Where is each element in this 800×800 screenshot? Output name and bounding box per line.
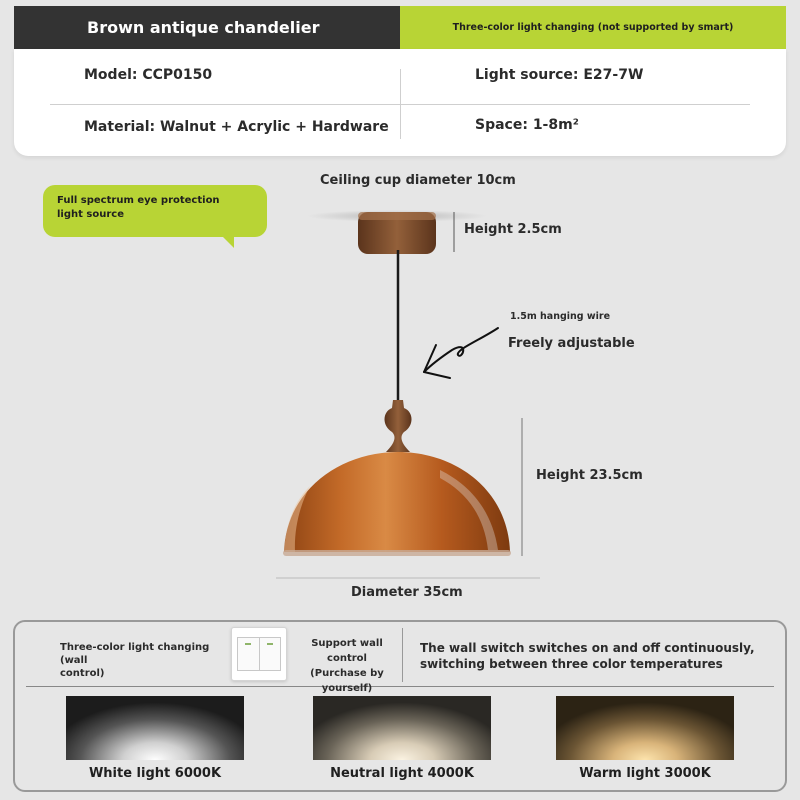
wall-switch-key-left — [238, 638, 260, 670]
diameter-label: Diameter 35cm — [351, 585, 463, 600]
wall-switch-face — [237, 637, 281, 671]
cup-height-label: Height 2.5cm — [464, 222, 562, 237]
wooden-finial — [385, 400, 412, 452]
support-line-3: yourself) — [321, 683, 373, 694]
panel-divider-vertical — [402, 628, 403, 682]
product-title: Brown antique chandelier — [14, 6, 400, 49]
bubble-line-1: Full spectrum eye protection — [57, 195, 220, 206]
adjustable-label: Freely adjustable — [508, 336, 635, 351]
ceiling-cup — [358, 212, 436, 254]
switch-description — [420, 640, 780, 672]
support-line-1: Support wall control — [311, 638, 383, 664]
support-wall-control-label — [292, 636, 402, 696]
arrow-sketch — [424, 328, 498, 378]
three-color-wall-label — [60, 641, 240, 680]
swatch-neutral-label: Neutral light 4000K — [330, 766, 474, 781]
support-line-2: (Purchase by — [310, 668, 384, 679]
smart-note: Three-color light changing (not supported by smart) — [400, 6, 786, 49]
shade-height-label: Height 23.5cm — [536, 468, 643, 483]
swatch-warm-label: Warm light 3000K — [579, 766, 711, 781]
bubble-line-2: light source — [57, 209, 124, 220]
spec-material: Material: Walnut + Acrylic + Hardware — [84, 119, 389, 135]
three-color-line-1: Three-color light changing (wall — [60, 642, 210, 666]
wall-switch — [231, 627, 287, 681]
spec-model: Model: CCP0150 — [84, 67, 213, 83]
spec-light-source: Light source: E27-7W — [475, 67, 644, 83]
ceiling-cup-label: Ceiling cup diameter 10cm — [320, 173, 516, 188]
switch-description-line-2: switching between three color temperatures — [420, 657, 723, 671]
swatch-warm-light — [556, 696, 734, 760]
switch-description-line-1: The wall switch switches on and off continuously, — [420, 641, 755, 655]
spec-space: Space: 1-8m² — [475, 117, 579, 133]
swatch-neutral-light — [313, 696, 491, 760]
swatch-white-light — [66, 696, 244, 760]
dome-shade — [283, 452, 511, 556]
three-color-line-2: control) — [60, 668, 105, 679]
wire-length-label: 1.5m hanging wire — [510, 311, 611, 322]
swatch-white-label: White light 6000K — [88, 766, 222, 781]
wall-switch-key-right — [260, 638, 281, 670]
